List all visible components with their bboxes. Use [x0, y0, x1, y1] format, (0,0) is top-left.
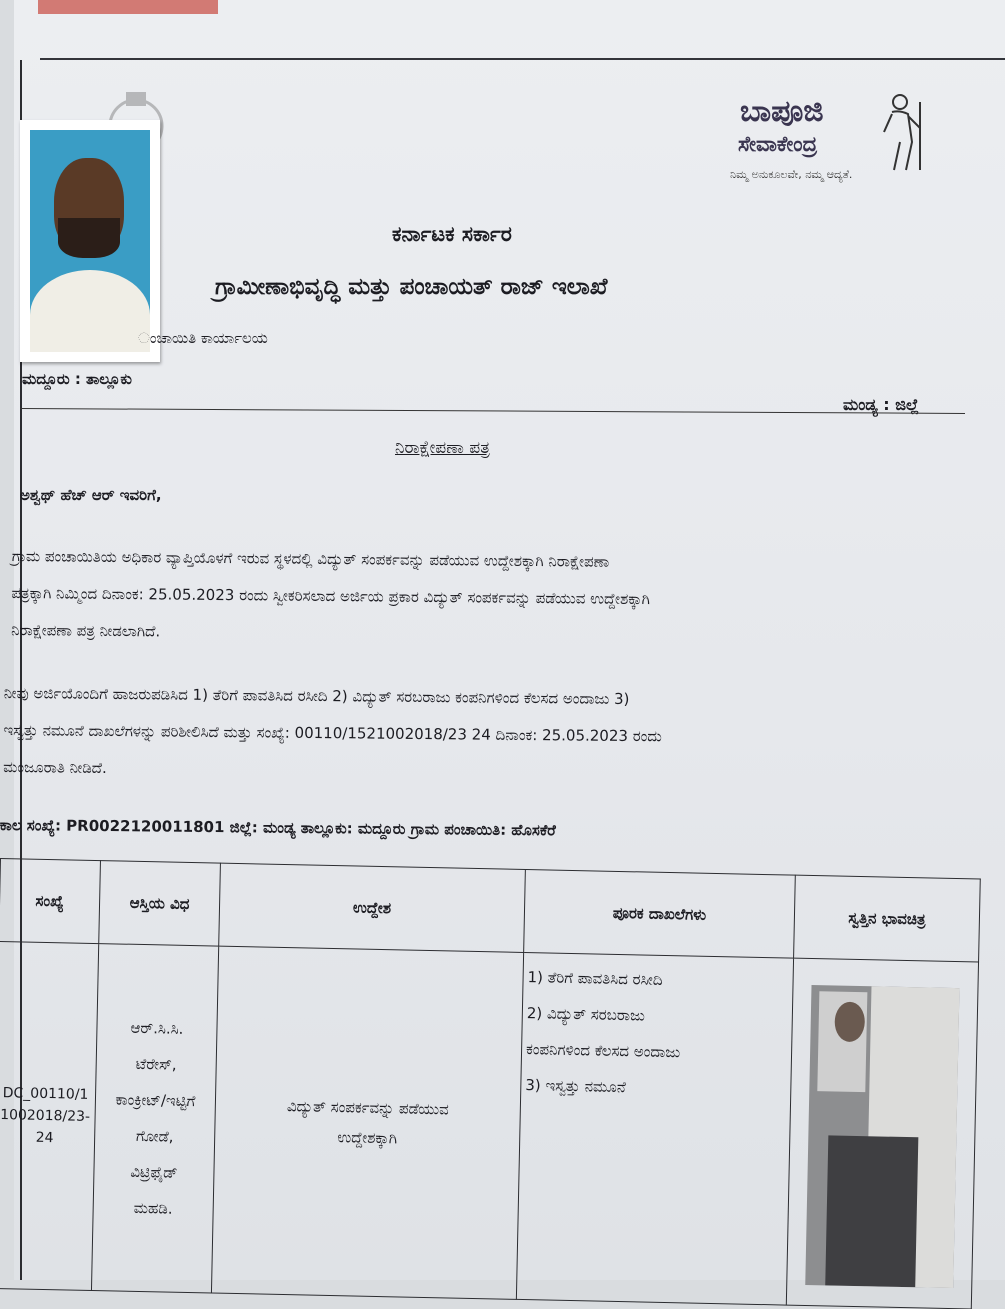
cell-property-type-line: ಆರ್.ಸಿ.ಸಿ.	[130, 1018, 184, 1038]
cell-number-line: 1002018/23-	[0, 1107, 91, 1125]
department-title: ಗ್ರಾಮೀಣಾಭಿವೃದ್ಧಿ ಮತ್ತು ಪಂಚಾಯತ್ ರಾಜ್ ಇಲಾಖೆ	[215, 274, 608, 300]
cell-number	[0, 941, 99, 1290]
cell-documents-line: 1) ತೆರಿಗೆ ಪಾವತಿಸಿದ ರಸೀದಿ	[527, 968, 663, 989]
column-header-property-type: ಆಸ್ತಿಯ ವಿಧ	[99, 861, 221, 946]
page-border-top	[40, 58, 1005, 60]
paragraph-2-line: ನೀವು ಅರ್ಜಿಯೊಂದಿಗೆ ಹಾಜರುಪಡಿಸಿದ 1) ತೆರಿಗೆ ಪಾವತಿಸಿದ ರಸೀದಿ 2) ವಿದ್ಯುತ್ ಸರಬರಾಜು ಕಂಪನಿಗಳಿಂದ ಕೆಲಸದ ಅಂದಾಜು 3)	[3, 683, 630, 709]
cell-documents	[516, 952, 793, 1305]
cell-documents-line: ಕಂಪನಿಗಳಿಂದ ಕೆಲಸದ ಅಂದಾಜು	[525, 1040, 681, 1062]
cell-property-type-line: ಟೆರೇಸ್,	[135, 1054, 177, 1074]
property-table	[0, 858, 980, 1300]
cell-purpose-line: ವಿದ್ಯುತ್ ಸಂಪರ್ಕವನ್ನು ಪಡೆಯುವ	[286, 1097, 449, 1119]
cell-property-type-line: ಗೋಡೆ,	[135, 1126, 174, 1146]
paragraph-2	[3, 675, 662, 792]
district-label: ಮಂಡ್ಯ : ಜಿಲ್ಲೆ	[843, 395, 919, 414]
table-row	[0, 941, 979, 1308]
logo-title: ಬಾಪೂಜಿ	[740, 94, 824, 129]
addressee: ಅಶ್ವಥ್ ಹೆಚ್ ಆರ್ ಇವರಿಗೆ,	[20, 486, 162, 504]
cell-property-type-line: ವಿಟ್ರಿಫೈಡ್	[130, 1162, 178, 1182]
cell-number-line: DC_00110/1	[2, 1085, 89, 1103]
cell-documents-line: 2) ವಿದ್ಯುತ್ ಸರಬರಾಜು	[526, 1004, 646, 1025]
cell-property-photo	[786, 958, 978, 1309]
paragraph-2-line: ಇಸ್ವತ್ತು ನಮೂನೆ ದಾಖಲೆಗಳನ್ನು ಪರಿಶೀಲಿಸಿದೆ ಮತ್ತು ಸಂಖ್ಯೆ: 00110/1521002018/23 24 ದಿನಾಂಕ: 25.05.2023 ರಂದು	[3, 720, 662, 746]
paragraph-1-line: ನಿರಾಕ್ಷೇಪಣಾ ಪತ್ರ ನೀಡಲಾಗಿದೆ.	[11, 620, 161, 641]
logo-tagline: ನಿಮ್ಮ ಅನುಕೂಲವೇ, ನಮ್ಮ ಆದ್ಯತೆ.	[730, 168, 853, 181]
column-header-number: ಸಂಖ್ಯೆ	[0, 859, 100, 944]
tape-strip	[38, 0, 218, 14]
cell-purpose	[211, 946, 523, 1299]
cell-documents-line: 3) ಇಸ್ವತ್ತು ನಮೂನೆ	[525, 1076, 626, 1097]
paragraph-2-line: ಮಂಜೂರಾತಿ ನೀಡಿದೆ.	[3, 757, 107, 777]
gandhi-figure-icon	[870, 92, 926, 172]
column-header-property-photo: ಸ್ವತ್ತಿನ ಭಾವಚಿತ್ರ	[794, 875, 981, 962]
bapuji-seva-kendra-logo	[730, 92, 940, 192]
logo-subtitle: ಸೇವಾಕೇಂದ್ರ	[738, 132, 818, 156]
paragraph-1	[11, 538, 651, 655]
cell-number-line: 24	[35, 1129, 54, 1147]
certificate-title: ನಿರಾಕ್ಷೇಪಣಾ ಪತ್ರ	[395, 438, 490, 458]
cell-property-type-line: ಕಾಂಕ್ರೀಟ್/ಇಟ್ಟಿಗೆ	[115, 1090, 196, 1111]
government-title: ಕರ್ನಾಟಕ ಸರ್ಕಾರ	[392, 222, 512, 246]
office-name: ಂಚಾಯಿತಿ ಕಾರ್ಯಾಲಯ	[138, 329, 268, 347]
cell-purpose-line: ಉದ್ದೇಶಕ್ಕಾಗಿ	[337, 1128, 398, 1148]
property-photo	[805, 985, 959, 1288]
column-header-documents: ಪೂರಕ ದಾಖಲೆಗಳು	[524, 870, 796, 959]
sakala-reference-line: ಕಾಲ ಸಂಖ್ಯೆ: PR0022120011801 ಜಿಲ್ಲೆ: ಮಂಡ್ಯ ತಾಲ್ಲೂಕು: ಮದ್ದೂರು ಗ್ರಾಮ ಪಂಚಾಯಿತಿ: ಹೊಸಕೆರೆ	[0, 815, 556, 840]
paragraph-1-line: ಗ್ರಾಮ ಪಂಚಾಯಿತಿಯ ಅಧಿಕಾರ ವ್ಯಾಪ್ತಿಯೊಳಗೆ ಇರುವ ಸ್ಥಳದಲ್ಲಿ ವಿದ್ಯುತ್ ಸಂಪರ್ಕವನ್ನು ಪಡೆಯುವ ಉದ್ದೇಶಕ್ಕಾಗಿ ನಿರಾಕ್ಷೇಪಣಾ	[11, 546, 610, 571]
applicant-photo	[20, 120, 160, 362]
cell-property-type-line: ಮಹಡಿ.	[133, 1198, 173, 1218]
column-header-purpose: ಉದ್ದೇಶ	[219, 863, 526, 952]
paragraph-1-line: ಪತ್ರಕ್ಕಾಗಿ ನಿಮ್ಮಿಂದ ದಿನಾಂಕ: 25.05.2023 ರಂದು ಸ್ವೀಕರಿಸಲಾದ ಅರ್ಜಿಯ ಪ್ರಕಾರ ವಿದ್ಯುತ್ ಸಂಪರ್ಕವನ್ನು ಪಡೆಯುವ ಉದ್ದೇಶಕ್ಕಾಗಿ	[11, 583, 651, 609]
taluk-label: ಮದ್ದೂರು : ತಾಲ್ಲೂಕು	[22, 370, 132, 388]
cell-property-type	[91, 944, 218, 1293]
